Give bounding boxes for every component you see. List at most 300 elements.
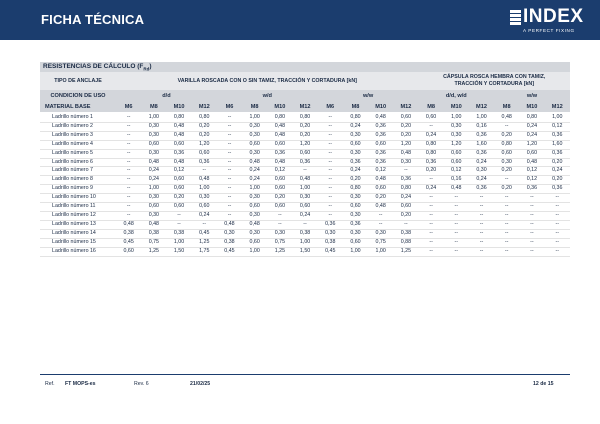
resistance-value: -- [545,194,571,203]
resistance-value: 0,24 [242,176,267,185]
resistance-value: 0,48 [267,122,292,131]
resistance-value: 0,38 [116,229,141,238]
resistance-value: -- [217,211,242,220]
resistance-value: 1,50 [292,247,317,256]
resistance-value: -- [116,122,141,131]
varilla-header: VARILLA ROSCADA CON O SIN TAMIZ, TRACCIÓN Y CORTADURA [kN] [116,72,418,90]
resistance-value: -- [166,220,191,229]
resistance-value: -- [368,211,393,220]
resistance-value: -- [494,220,519,229]
page-title: FICHA TÉCNICA [41,12,145,27]
resistance-value: 0,20 [343,176,368,185]
resistance-value: -- [393,167,418,176]
resistance-value: -- [494,229,519,238]
resistance-value: 0,30 [343,149,368,158]
resistance-value: 0,16 [469,122,494,131]
resistance-value: -- [116,194,141,203]
resistance-value: 0,24 [519,122,544,131]
resistance-value: 0,80 [418,149,443,158]
resistance-value: 0,60 [141,203,166,212]
resistance-value: 0,12 [368,167,393,176]
resistance-value: -- [494,122,519,131]
resistance-value: 1,20 [519,140,544,149]
resistance-value: -- [318,211,343,220]
resistance-value: 0,30 [141,211,166,220]
resistance-value: 1,00 [469,114,494,122]
resistance-value: 0,20 [192,122,217,131]
resistance-value: -- [418,211,443,220]
resistance-value: -- [545,247,571,256]
resistance-value: 0,80 [343,185,368,194]
size-header: M6 [318,101,343,112]
resistance-value: -- [444,247,469,256]
resistance-value: 0,20 [494,131,519,140]
resistance-value: -- [494,176,519,185]
resistance-value: 0,48 [116,220,141,229]
resistance-value: -- [418,203,443,212]
resistance-value: 0,30 [141,194,166,203]
resistance-value: 1,25 [141,247,166,256]
resistance-value: 0,36 [545,185,571,194]
size-header: M12 [192,101,217,112]
resistance-value: -- [444,220,469,229]
resistance-value: -- [545,220,571,229]
resistance-value: -- [393,220,418,229]
page-footer [40,374,570,385]
resistance-value: -- [217,131,242,140]
resistance-value: 0,60 [192,149,217,158]
resistance-value: 0,60 [166,140,191,149]
resistance-value: -- [469,247,494,256]
resistance-value: -- [519,194,544,203]
resistance-value: 1,00 [166,238,191,247]
resistance-value: 0,24 [192,211,217,220]
resistance-value: 0,48 [166,131,191,140]
resistance-value: 0,20 [494,167,519,176]
resistance-value: 0,48 [494,114,519,122]
resistance-table [40,62,570,257]
size-header: M12 [393,101,418,112]
resistance-value: 0,80 [292,114,317,122]
resistance-value: 0,48 [141,220,166,229]
resistance-value: 0,24 [242,167,267,176]
resistance-value: 0,60 [393,203,418,212]
resistance-value: -- [444,238,469,247]
resistance-value: -- [192,220,217,229]
resistance-value: -- [418,238,443,247]
resistance-value: -- [318,114,343,122]
resistance-value: 0,20 [545,158,571,167]
resistance-value: 0,20 [292,131,317,140]
material-name: Ladrillo número 10 [40,194,116,203]
resistance-value: -- [418,220,443,229]
condition-header: w/d [217,90,318,101]
resistance-value: 0,48 [368,114,393,122]
resistance-value: -- [116,149,141,158]
use-condition-label: CONDICION DE USO [40,90,116,101]
resistance-value: 0,16 [444,176,469,185]
resistance-value: 0,30 [242,229,267,238]
index-logo [510,6,586,35]
resistance-value: 0,80 [393,185,418,194]
resistance-value: -- [217,158,242,167]
resistance-value: 1,00 [292,185,317,194]
resistance-value: -- [217,167,242,176]
resistance-value: 0,36 [519,185,544,194]
resistance-value: 0,60 [368,185,393,194]
table-row [40,158,570,167]
resistance-value: 0,30 [343,194,368,203]
resistance-value: 0,36 [343,158,368,167]
resistance-value: 0,30 [242,211,267,220]
resistance-value: 0,48 [444,185,469,194]
revision: Rev. 6 [134,381,149,387]
resistance-value: 0,30 [242,131,267,140]
resistance-value: 1,20 [444,140,469,149]
material-name: Ladrillo número 3 [40,131,116,140]
capsula-header: CÁPSULA ROSCA HEMBRA CON TAMIZ, TRACCIÓN Y CORTADURA [kN] [418,72,570,90]
resistance-value: 0,48 [192,176,217,185]
table-row [40,140,570,149]
resistance-value: -- [318,176,343,185]
resistance-value: -- [192,167,217,176]
resistance-value: 0,24 [141,167,166,176]
resistance-value: 0,38 [141,229,166,238]
resistance-value: 0,20 [393,122,418,131]
resistance-value: 0,60 [368,140,393,149]
resistance-value: 1,60 [545,140,571,149]
resistance-value: 0,80 [418,140,443,149]
resistance-value: 0,30 [242,122,267,131]
resistance-value: -- [116,185,141,194]
resistance-value: -- [318,122,343,131]
resistance-value: 0,12 [519,167,544,176]
resistance-value: 1,25 [393,247,418,256]
condition-header: d/d [116,90,217,101]
resistance-value: 0,38 [292,229,317,238]
section-title: RESISTENCIAS DE CÁLCULO $(F_{Rd})$ [40,62,570,72]
resistance-value: 0,60 [267,140,292,149]
size-header: M10 [444,101,469,112]
resistance-value: -- [444,229,469,238]
resistance-value: 1,00 [545,114,571,122]
resistance-value: 0,60 [242,203,267,212]
resistance-value: 0,24 [292,211,317,220]
resistance-value: 0,60 [267,185,292,194]
size-header: M6 [217,101,242,112]
resistance-value: 1,25 [267,247,292,256]
resistance-value: -- [418,122,443,131]
resistance-value: -- [469,211,494,220]
resistance-value: 0,60 [418,114,443,122]
resistance-value: -- [116,131,141,140]
resistance-value: 0,24 [418,131,443,140]
resistance-value: 0,60 [166,203,191,212]
size-header: M8 [418,101,443,112]
resistance-value: -- [494,247,519,256]
page-header [0,0,600,40]
resistance-value: 0,24 [343,122,368,131]
table-row [40,131,570,140]
resistance-value: -- [166,211,191,220]
resistance-value: 0,60 [192,203,217,212]
resistance-value: 0,38 [166,229,191,238]
resistance-value: 0,60 [343,140,368,149]
resistance-value: 0,80 [343,114,368,122]
resistance-value: 0,24 [141,176,166,185]
resistance-value: 0,48 [368,203,393,212]
resistance-value: -- [318,140,343,149]
resistance-value: 0,60 [292,149,317,158]
resistance-value: -- [116,158,141,167]
resistance-value: 0,60 [166,176,191,185]
resistance-value: 1,25 [192,238,217,247]
resistance-value: 0,38 [318,238,343,247]
resistance-value: 0,36 [545,149,571,158]
resistance-value: -- [217,114,242,122]
anchor-type-row [40,72,570,90]
resistance-value: -- [494,203,519,212]
resistance-value: 0,48 [217,220,242,229]
ref-value: FT MOPS-es [65,381,96,387]
resistance-value: -- [217,140,242,149]
resistance-value: 0,36 [267,149,292,158]
resistance-value: -- [116,114,141,122]
resistance-value: 0,30 [242,149,267,158]
resistance-value: 0,30 [393,158,418,167]
material-name: Ladrillo número 2 [40,122,116,131]
resistance-value: 0,48 [166,122,191,131]
resistance-value: 0,80 [267,114,292,122]
material-name: Ladrillo número 14 [40,229,116,238]
resistance-value: 0,80 [494,140,519,149]
resistance-value: -- [318,203,343,212]
resistance-value: 0,30 [343,131,368,140]
resistance-value: 1,60 [469,140,494,149]
resistance-value: 0,36 [292,158,317,167]
resistance-value: 0,30 [217,229,242,238]
resistance-value: 0,60 [141,140,166,149]
table-row [40,203,570,212]
resistance-value: 0,48 [166,158,191,167]
resistance-value: -- [519,211,544,220]
resistance-value: -- [217,203,242,212]
resistance-value: 0,60 [343,238,368,247]
resistance-value: 0,48 [393,149,418,158]
resistance-value: 0,12 [166,167,191,176]
resistance-value: 0,36 [368,131,393,140]
resistance-value: 0,20 [192,131,217,140]
material-name: Ladrillo número 16 [40,247,116,256]
resistance-value: 0,20 [166,194,191,203]
resistance-value: 0,60 [343,203,368,212]
material-name: Ladrillo número 11 [40,203,116,212]
resistance-value: 0,30 [469,167,494,176]
resistance-value: -- [444,211,469,220]
resistance-value: 0,45 [217,247,242,256]
resistance-value: -- [545,203,571,212]
resistance-value: 0,48 [242,220,267,229]
resistance-value: 0,45 [318,247,343,256]
material-name: Ladrillo número 4 [40,140,116,149]
material-name: Ladrillo número 12 [40,211,116,220]
resistance-value: 0,48 [267,131,292,140]
resistance-value: 0,48 [519,158,544,167]
size-header: M10 [519,101,544,112]
resistance-value: -- [545,229,571,238]
material-base-label: MATERIAL BASE [40,101,116,112]
resistance-value: 0,36 [166,149,191,158]
resistance-value: 0,60 [393,114,418,122]
resistance-value: -- [318,149,343,158]
resistance-value: 0,36 [469,131,494,140]
resistance-value: 0,12 [519,176,544,185]
resistance-value: 0,60 [267,203,292,212]
ref-label: Ref. [45,381,55,387]
resistance-value: 0,30 [141,122,166,131]
table-row [40,238,570,247]
resistance-value: -- [519,238,544,247]
resistance-value: 1,00 [242,185,267,194]
table-body [40,114,570,256]
resistance-value: 0,38 [393,229,418,238]
resistance-value: -- [318,194,343,203]
logo-stripes-icon [510,10,521,25]
resistance-value: 0,30 [343,211,368,220]
resistance-value: -- [116,167,141,176]
resistance-value: -- [494,211,519,220]
resistance-value: -- [116,211,141,220]
resistance-value: 0,38 [217,238,242,247]
material-name: Ladrillo número 5 [40,149,116,158]
resistance-value: -- [418,247,443,256]
size-header: M12 [469,101,494,112]
resistance-value: 1,50 [166,247,191,256]
table-row [40,122,570,131]
resistance-value: 0,36 [418,158,443,167]
material-name: Ladrillo número 1 [40,114,116,122]
resistance-value: -- [292,167,317,176]
resistance-value: -- [292,220,317,229]
resistance-value: 1,00 [141,114,166,122]
resistance-value: 0,30 [494,158,519,167]
resistance-value: -- [494,194,519,203]
resistance-value: 0,30 [141,131,166,140]
size-header: M6 [116,101,141,112]
resistance-value: 0,12 [545,122,571,131]
resistance-value: 0,36 [393,176,418,185]
resistance-value: 0,24 [519,131,544,140]
resistance-value: -- [116,203,141,212]
size-header: M8 [494,101,519,112]
resistance-value: 1,00 [242,247,267,256]
resistance-value: -- [418,229,443,238]
size-header: M8 [343,101,368,112]
resistance-value: 0,24 [469,158,494,167]
resistance-value: 0,20 [418,167,443,176]
resistance-value: 0,60 [519,149,544,158]
resistance-value: -- [318,167,343,176]
resistance-value: -- [444,203,469,212]
resistance-value: 0,30 [242,194,267,203]
resistance-value: 0,60 [444,158,469,167]
resistance-value: -- [494,238,519,247]
resistance-value: 0,48 [242,158,267,167]
resistance-value: 0,75 [267,238,292,247]
resistance-value: -- [217,185,242,194]
table-row [40,229,570,238]
resistance-value: -- [469,229,494,238]
resistance-value: 0,80 [166,114,191,122]
resistance-value: 1,00 [141,185,166,194]
resistance-value: 0,60 [292,203,317,212]
table-row [40,185,570,194]
condition-header: w/w [494,90,570,101]
resistance-value: -- [318,185,343,194]
resistance-value: -- [217,176,242,185]
logo-wordmark: INDEX [523,6,584,27]
condition-header: w/w [318,90,419,101]
resistance-value: 0,20 [393,131,418,140]
resistance-value: 1,20 [192,140,217,149]
resistance-value: 0,24 [418,185,443,194]
resistance-value: 0,30 [444,131,469,140]
resistance-value: 0,45 [116,238,141,247]
material-name: Ladrillo número 9 [40,185,116,194]
resistance-value: -- [217,149,242,158]
logo-tagline: A PERFECT FIXING [523,28,575,33]
resistance-value: 0,30 [343,229,368,238]
resistance-value: 0,20 [292,122,317,131]
resistance-value: 0,75 [368,238,393,247]
resistance-value: 0,30 [292,194,317,203]
resistance-value: 0,24 [469,176,494,185]
size-header: M8 [242,101,267,112]
resistance-value: 0,36 [192,158,217,167]
resistance-value: -- [469,203,494,212]
resistance-value: -- [318,158,343,167]
resistance-value: -- [418,194,443,203]
resistance-value: 0,36 [469,149,494,158]
resistance-value: 0,60 [242,238,267,247]
resistance-value: -- [545,238,571,247]
table-row [40,211,570,220]
resistance-value: -- [444,194,469,203]
material-name: Ladrillo número 6 [40,158,116,167]
size-header: M10 [267,101,292,112]
resistance-value: -- [469,194,494,203]
resistance-value: 0,60 [444,149,469,158]
size-header: M12 [292,101,317,112]
resistance-value: -- [519,247,544,256]
material-name: Ladrillo número 15 [40,238,116,247]
resistance-value: 0,48 [292,176,317,185]
resistance-value: -- [519,203,544,212]
table-row [40,247,570,256]
resistance-value: 1,00 [343,247,368,256]
resistance-value: 0,48 [267,158,292,167]
resistance-value: 0,36 [545,131,571,140]
resistance-value: 1,00 [192,185,217,194]
resistance-value: 0,30 [318,229,343,238]
resistance-value: 0,48 [141,158,166,167]
resistance-value: 0,60 [166,185,191,194]
size-header: M12 [545,101,571,112]
resistance-value: 0,45 [192,229,217,238]
resistance-value: 1,20 [292,140,317,149]
resistance-value: -- [519,229,544,238]
size-header-row [40,101,570,112]
